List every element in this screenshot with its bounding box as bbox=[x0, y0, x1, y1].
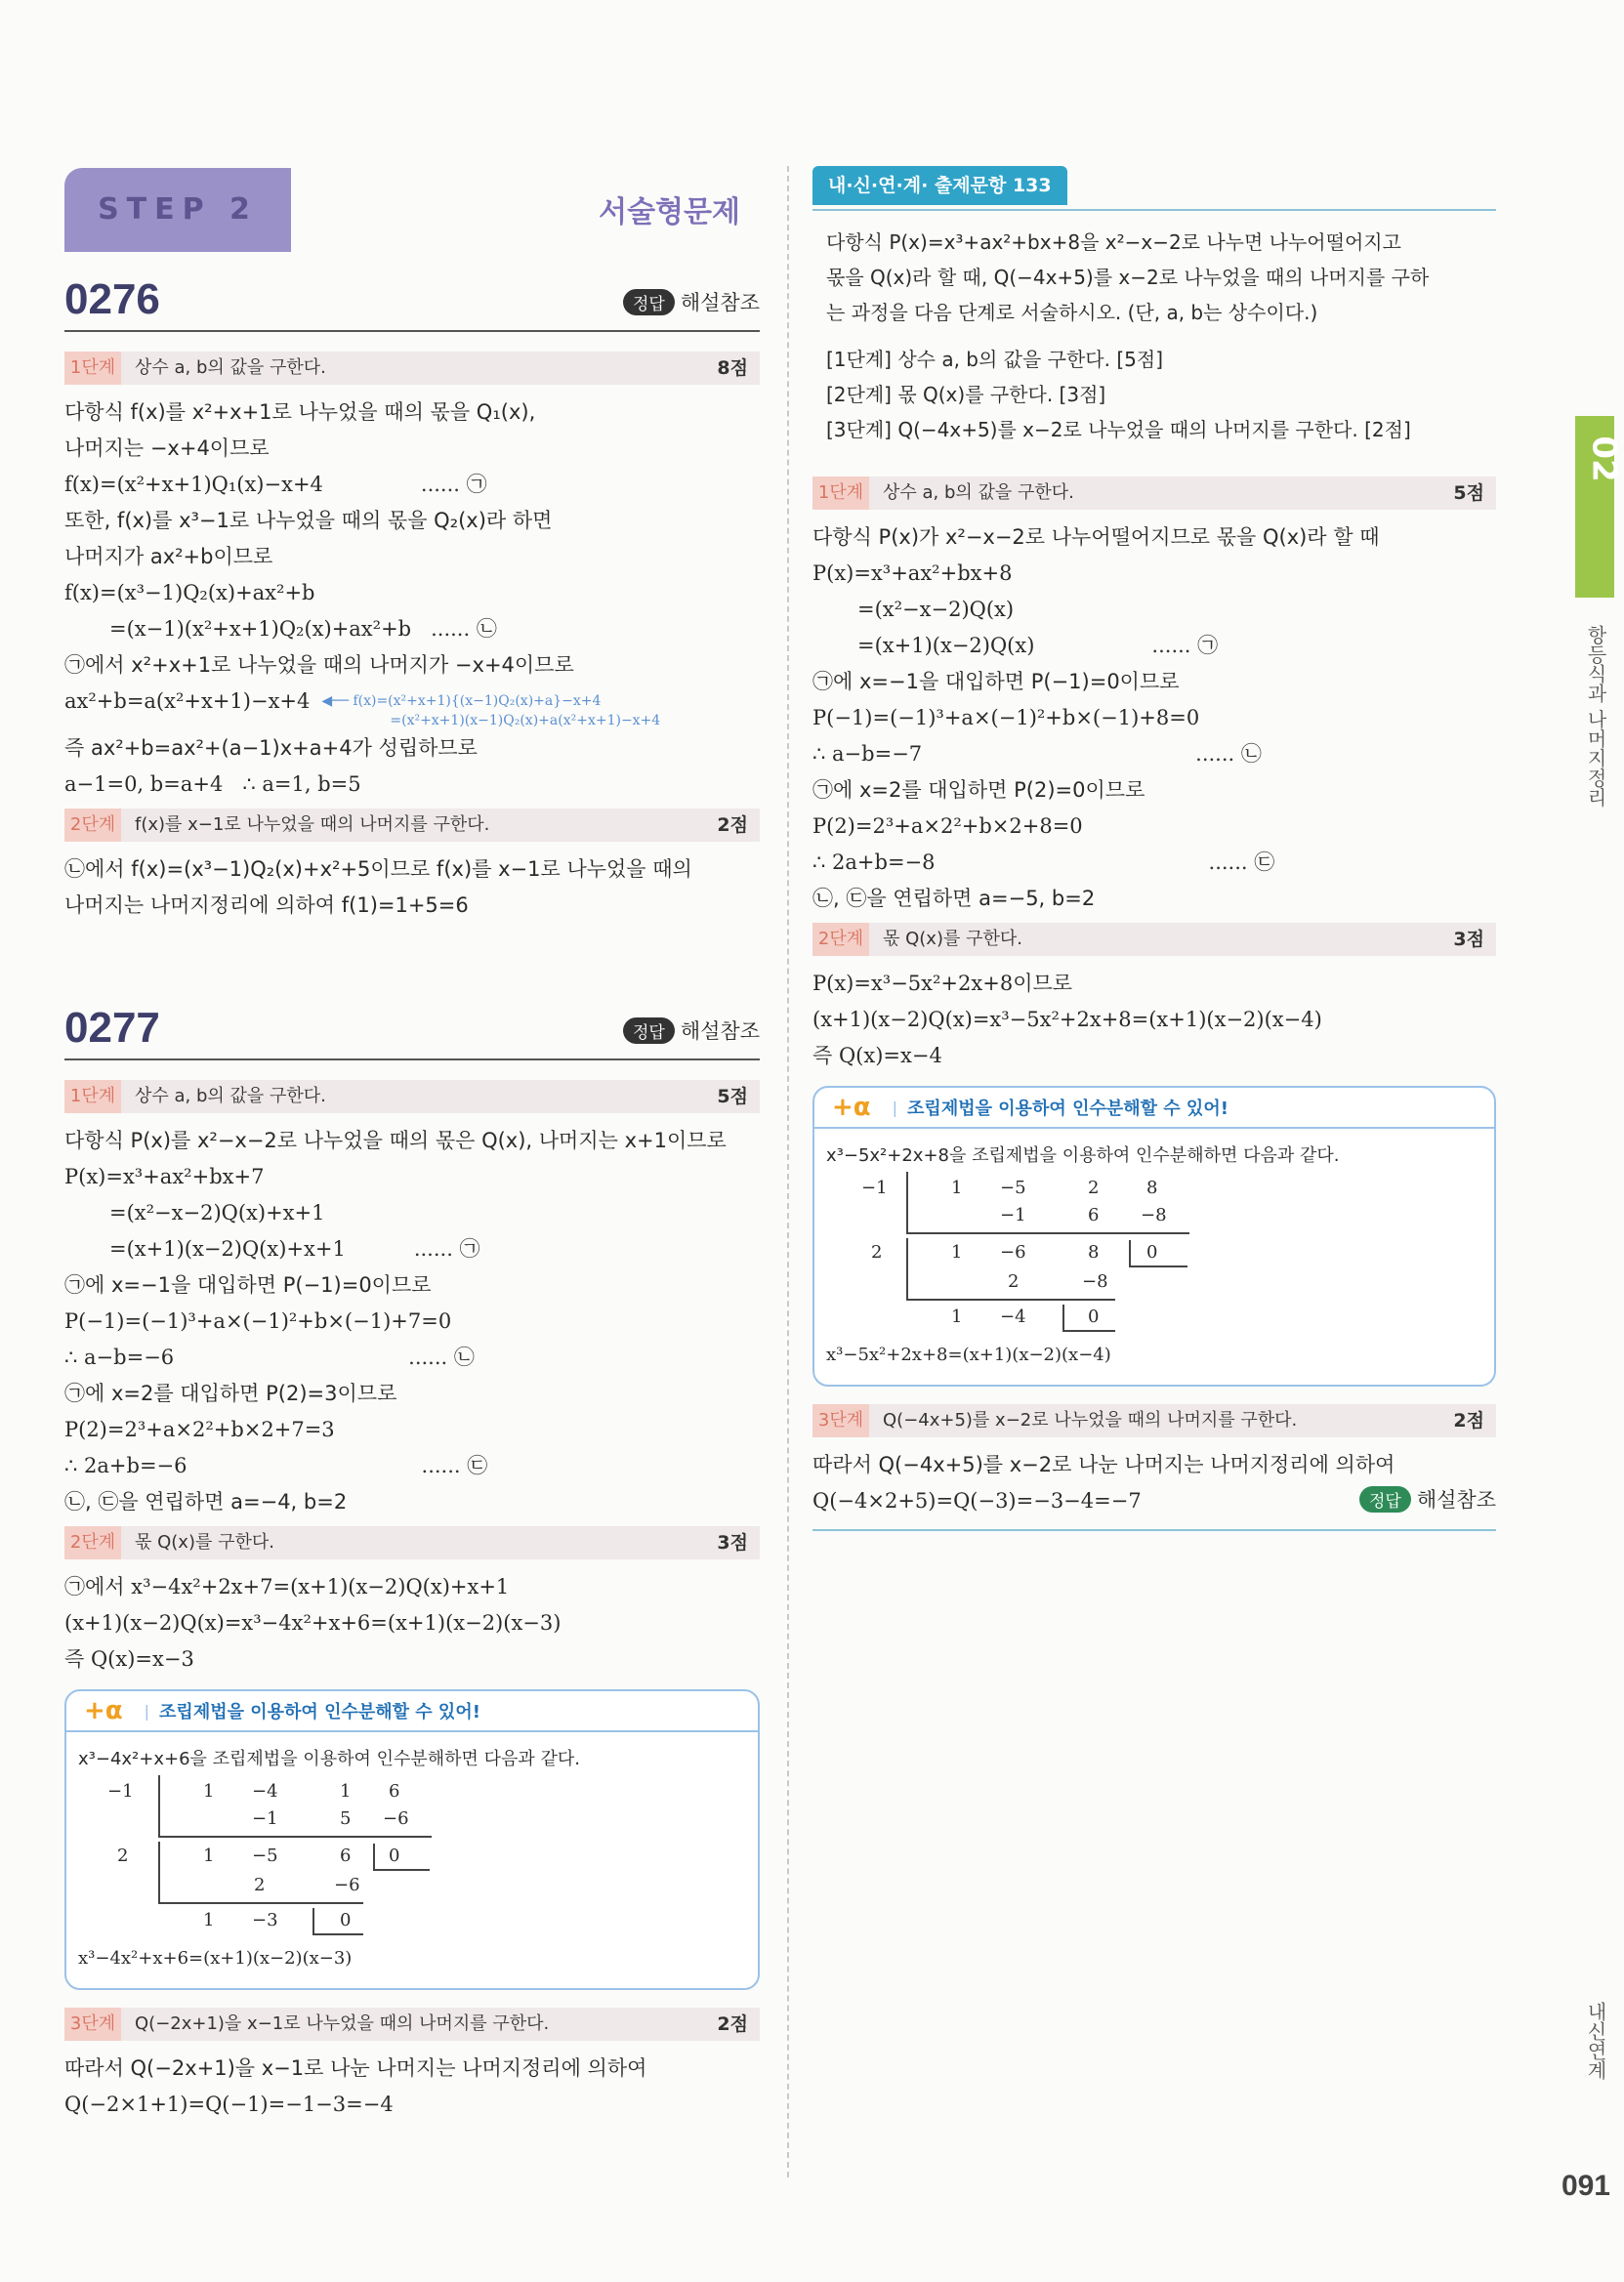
equation-line: ㉠에서 x³−4x²+2x+7=(x+1)(x−2)Q(x)+x+1 bbox=[64, 1575, 510, 1598]
note-line: =(x²+x+1)(x−1)Q₂(x)+a(x²+x+1)−x+4 bbox=[390, 713, 661, 728]
answer-ref bbox=[623, 1016, 760, 1045]
solution-133-step2 bbox=[812, 966, 1496, 1074]
answer-text: 해설참조 bbox=[680, 1019, 760, 1043]
step-points: 2점 bbox=[717, 2013, 748, 2035]
equation-mark: ...... ㉡ bbox=[408, 1346, 475, 1369]
step-points: 5점 bbox=[717, 1086, 748, 1107]
solution-0277-step3 bbox=[64, 2051, 760, 2123]
text-line: ㉠에 x=2를 대입하면 P(2)=3이므로 bbox=[64, 1382, 397, 1405]
step-title: 상수 a, b의 값을 구한다. bbox=[135, 357, 326, 378]
step-title: 상수 a, b의 값을 구한다. bbox=[135, 1086, 326, 1106]
synth-line bbox=[906, 1238, 908, 1301]
synth-cell: 1 bbox=[951, 1178, 963, 1198]
synth-cell: 2 bbox=[1008, 1271, 1020, 1292]
tip-header bbox=[814, 1088, 1494, 1129]
text-line: ㉠에 x=−1을 대입하면 P(−1)=0이므로 bbox=[812, 670, 1180, 693]
chapter-tab bbox=[1575, 416, 1624, 598]
synth-cell: −5 bbox=[252, 1846, 278, 1866]
synth-line bbox=[312, 1908, 314, 1935]
synth-line bbox=[158, 1775, 160, 1838]
equation-mark: ...... ㉢ bbox=[421, 1454, 488, 1477]
synth-line bbox=[158, 1902, 363, 1904]
step-title: f(x)를 x−1로 나누었을 때의 나머지를 구한다. bbox=[135, 814, 490, 835]
problem-header-0276 bbox=[64, 254, 760, 332]
equation-line: P(−1)=(−1)³+a×(−1)²+b×(−1)+8=0 bbox=[812, 706, 1200, 729]
text-line: ㉠에 x=2를 대입하면 P(2)=0이므로 bbox=[812, 778, 1145, 802]
step-title: 몫 Q(x)를 구한다. bbox=[883, 929, 1022, 949]
synth-cell: 0 bbox=[1088, 1307, 1100, 1327]
step-label: 3단계 bbox=[64, 2008, 121, 2041]
equation-mark: ...... ㉠ bbox=[420, 473, 487, 496]
step-points: 3점 bbox=[1453, 929, 1484, 950]
answer-pill: 정답 bbox=[1359, 1486, 1411, 1513]
step-points: 2점 bbox=[1453, 1410, 1484, 1431]
tip-intro: x³−5x²+2x+8을 조립제법을 이용하여 인수분해하면 다음과 같다. bbox=[826, 1145, 1340, 1166]
question-line: 몫을 Q(x)라 할 때, Q(−4x+5)를 x−2로 나누었을 때의 나머지를 구하 bbox=[826, 266, 1430, 289]
synth-line bbox=[373, 1844, 375, 1871]
text-line: 나머지는 나머지정리에 의하여 f(1)=1+5=6 bbox=[64, 893, 469, 917]
text-line: ㉡, ㉢을 연립하면 a=−4, b=2 bbox=[64, 1490, 348, 1514]
solution-133-step1 bbox=[812, 519, 1496, 917]
side-note bbox=[321, 691, 660, 730]
step-label: 2단계 bbox=[64, 809, 121, 842]
synth-cell: 1 bbox=[951, 1242, 963, 1263]
tip-title: 조립제법을 이용하여 인수분해할 수 있어! bbox=[907, 1099, 1228, 1119]
equation-line: ∴ a−b=−7 ...... ㉡ bbox=[812, 736, 1496, 772]
equation-mark: ...... ㉡ bbox=[431, 617, 497, 641]
text-line: ㉠에서 x²+x+1로 나누었을 때의 나머지가 −x+4이므로 bbox=[64, 653, 574, 677]
section-title: 서술형문제 bbox=[599, 195, 740, 229]
synth-cell: 1 bbox=[203, 1910, 215, 1930]
question-line: 다항식 P(x)=x³+ax²+bx+8을 x²−x−2로 나누면 나누어떨어지고 bbox=[826, 230, 1401, 254]
equation-line: =(x²−x−2)Q(x) bbox=[857, 598, 1015, 621]
synth-cell: 8 bbox=[1146, 1178, 1158, 1198]
step-label: 3단계 bbox=[812, 1404, 869, 1437]
tip-box bbox=[64, 1689, 760, 1990]
text-line: ㉡에서 f(x)=(x³−1)Q₂(x)+x²+5이므로 f(x)를 x−1로 나누었을 때의 bbox=[64, 857, 692, 881]
equation-line: P(2)=2³+a×2²+b×2+7=3 bbox=[64, 1418, 335, 1441]
step-bar bbox=[64, 1526, 760, 1559]
equation-line: ax²+b=a(x²+x+1)−x+4 bbox=[64, 689, 311, 713]
problem-number: 0277 bbox=[64, 1004, 160, 1052]
text-line: 즉 ax²+b=ax²+(a−1)x+a+4가 성립하므로 bbox=[64, 736, 478, 760]
equation-mark: ...... ㉢ bbox=[1208, 851, 1275, 874]
step2-tab: STEP 2 bbox=[64, 168, 291, 252]
step-requirement: [3단계] Q(−4x+5)를 x−2로 나누었을 때의 나머지를 구한다. [2점] bbox=[826, 418, 1411, 441]
divider: | bbox=[144, 1701, 150, 1721]
synth-cell: 0 bbox=[340, 1910, 352, 1930]
equation-mark: ...... ㉠ bbox=[1151, 634, 1219, 657]
equation-line: =(x²−x−2)Q(x)+x+1 bbox=[109, 1201, 325, 1224]
synth-cell: −1 bbox=[1000, 1205, 1026, 1225]
equation-with-note bbox=[64, 684, 760, 730]
equation-line: ∴ 2a+b=−6 ...... ㉢ bbox=[64, 1448, 760, 1484]
synth-cell: 1 bbox=[340, 1781, 352, 1802]
synth-line bbox=[1062, 1330, 1115, 1332]
synth-cell: −1 bbox=[107, 1781, 134, 1802]
equation-line: ∴ a−b=−6 ...... ㉡ bbox=[64, 1340, 760, 1376]
synth-cell: −5 bbox=[1000, 1178, 1026, 1198]
equation-line: P(x)=x³+ax²+bx+7 bbox=[64, 1165, 265, 1188]
tip-result: x³−5x²+2x+8=(x+1)(x−2)(x−4) bbox=[826, 1345, 1111, 1365]
synthetic-division bbox=[826, 1172, 1482, 1340]
step-label: 2단계 bbox=[812, 923, 869, 956]
problem-number: 0276 bbox=[64, 275, 160, 323]
synth-cell: −1 bbox=[252, 1808, 278, 1829]
synth-line bbox=[906, 1299, 1115, 1301]
synth-line bbox=[158, 1836, 432, 1838]
step-points: 5점 bbox=[1453, 482, 1484, 504]
right-column bbox=[812, 166, 1496, 1531]
synth-cell: −1 bbox=[861, 1178, 888, 1198]
equation-line: 즉 Q(x)=x−3 bbox=[64, 1647, 194, 1671]
step-label: 1단계 bbox=[812, 477, 869, 510]
text-line: ㉠에 x=−1을 대입하면 P(−1)=0이므로 bbox=[64, 1273, 432, 1297]
synth-line bbox=[373, 1869, 430, 1871]
equation-line: =(x+1)(x−2)Q(x)+x+1 ...... ㉠ bbox=[64, 1231, 760, 1267]
synth-cell: 1 bbox=[951, 1307, 963, 1327]
text-line: 따라서 Q(−4x+5)를 x−2로 나눈 나머지는 나머지정리에 의하여 bbox=[812, 1453, 1395, 1476]
equation-line: 즉 Q(x)=x−4 bbox=[812, 1044, 942, 1067]
tip-title: 조립제법을 이용하여 인수분해할 수 있어! bbox=[159, 1702, 480, 1722]
text-line: ㉡, ㉢을 연립하면 a=−5, b=2 bbox=[812, 887, 1096, 910]
step-title: Q(−4x+5)를 x−2로 나누었을 때의 나머지를 구한다. bbox=[883, 1410, 1298, 1431]
synth-line bbox=[906, 1232, 1189, 1234]
page-number: 091 bbox=[1561, 2170, 1610, 2202]
text-line: 또한, f(x)를 x³−1로 나누었을 때의 몫을 Q₂(x)라 하면 bbox=[64, 509, 553, 532]
solution-0277-step1 bbox=[64, 1123, 760, 1520]
solution-0276-step2 bbox=[64, 851, 760, 924]
synth-cell: 8 bbox=[1088, 1242, 1100, 1263]
equation-line: a−1=0, b=a+4 ∴ a=1, b=5 bbox=[64, 772, 361, 796]
equation-line: ∴ 2a+b=−8 ...... ㉢ bbox=[812, 845, 1496, 881]
step-label: 1단계 bbox=[64, 352, 121, 385]
plus-alpha-icon: +α bbox=[84, 1696, 123, 1725]
step-bar bbox=[812, 923, 1496, 956]
text-line: 다항식 P(x)를 x²−x−2로 나누었을 때의 몫은 Q(x), 나머지는 x+1이므로 bbox=[64, 1129, 727, 1152]
section-end-line bbox=[812, 1529, 1496, 1531]
column-divider bbox=[787, 166, 789, 2178]
equation-line: (x+1)(x−2)Q(x)=x³−4x²+x+6=(x+1)(x−2)(x−3) bbox=[64, 1611, 562, 1635]
step-title: 상수 a, b의 값을 구한다. bbox=[883, 482, 1074, 503]
equation-mark: ...... ㉠ bbox=[413, 1237, 480, 1261]
tip-box bbox=[812, 1086, 1496, 1387]
equation-line: =(x+1)(x−2)Q(x) ...... ㉠ bbox=[812, 628, 1496, 664]
equation-line: P(x)=x³+ax²+bx+8 bbox=[812, 561, 1013, 585]
answer-pill: 정답 bbox=[623, 1017, 675, 1044]
synth-cell: −6 bbox=[334, 1875, 360, 1895]
synth-line bbox=[1062, 1305, 1064, 1332]
synthetic-division bbox=[78, 1775, 746, 1943]
synth-cell: 2 bbox=[871, 1242, 883, 1263]
problem-header-0277 bbox=[64, 982, 760, 1060]
equation-line: P(2)=2³+a×2²+b×2+8=0 bbox=[812, 814, 1083, 838]
tip-header bbox=[66, 1691, 758, 1732]
equation-mark: ...... ㉡ bbox=[1195, 742, 1262, 766]
synth-line bbox=[906, 1172, 908, 1234]
synth-cell: 6 bbox=[1088, 1205, 1100, 1225]
answer-text: 해설참조 bbox=[1416, 1488, 1496, 1512]
text-line: 나머지는 −x+4이므로 bbox=[64, 436, 270, 460]
step-title: 몫 Q(x)를 구한다. bbox=[135, 1532, 274, 1553]
equation-line: P(−1)=(−1)³+a×(−1)²+b×(−1)+7=0 bbox=[64, 1309, 452, 1333]
chapter-number: 02 bbox=[1584, 436, 1624, 482]
equation-line: Q(−4×2+5)=Q(−3)=−3−4=−7 bbox=[812, 1489, 1142, 1513]
step-requirement: [2단계] 몫 Q(x)를 구한다. [3점] bbox=[826, 383, 1106, 406]
note-line: ◀── f(x)=(x²+x+1){(x−1)Q₂(x)+a}−x+4 bbox=[321, 693, 602, 709]
step-bar bbox=[64, 809, 760, 842]
synth-cell: 6 bbox=[389, 1781, 400, 1802]
step-bar bbox=[64, 352, 760, 385]
linked-problem-header bbox=[812, 166, 1496, 211]
step-bar bbox=[64, 1080, 760, 1113]
step-points: 3점 bbox=[717, 1532, 748, 1554]
equation-line: P(x)=x³−5x²+2x+8이므로 bbox=[812, 972, 1073, 995]
solution-0277-step2 bbox=[64, 1569, 760, 1678]
synth-cell: −8 bbox=[1082, 1271, 1108, 1292]
synth-cell: 2 bbox=[1088, 1178, 1100, 1198]
step-bar bbox=[812, 1404, 1496, 1437]
step-requirement: [1단계] 상수 a, b의 값을 구한다. [5점] bbox=[826, 348, 1163, 371]
synth-cell: −4 bbox=[252, 1781, 278, 1802]
synth-cell: −6 bbox=[1000, 1242, 1026, 1263]
step-bar bbox=[64, 2008, 760, 2041]
synth-line bbox=[158, 1842, 160, 1904]
synth-cell: 0 bbox=[1146, 1242, 1158, 1263]
step2-header bbox=[64, 166, 760, 254]
equation-line: f(x)=(x²+x+1)Q₁(x)−x+4 ...... ㉠ bbox=[64, 467, 760, 503]
plus-alpha-icon: +α bbox=[832, 1093, 871, 1122]
step-points: 8점 bbox=[717, 357, 748, 379]
equation-line: Q(−2×1+1)=Q(−1)=−1−3=−4 bbox=[64, 2093, 394, 2116]
answer-ref bbox=[1359, 1484, 1496, 1514]
synth-cell: 2 bbox=[117, 1846, 129, 1866]
answer-ref bbox=[623, 287, 760, 316]
step-title: Q(−2x+1)을 x−1로 나누었을 때의 나머지를 구한다. bbox=[135, 2013, 550, 2034]
synth-cell: 0 bbox=[389, 1846, 400, 1866]
text-line: 나머지가 ax²+b이므로 bbox=[64, 545, 273, 568]
step-points: 2점 bbox=[717, 814, 748, 836]
tip-result: x³−4x²+x+6=(x+1)(x−2)(x−3) bbox=[78, 1948, 353, 1969]
synth-cell: 1 bbox=[203, 1846, 215, 1866]
text-line: 다항식 P(x)가 x²−x−2로 나누어떨어지므로 몫을 Q(x)라 할 때 bbox=[812, 525, 1380, 549]
text-line: 다항식 f(x)를 x²+x+1로 나누었을 때의 몫을 Q₁(x), bbox=[64, 400, 536, 424]
solution-133-step3 bbox=[812, 1447, 1496, 1519]
answer-pill: 정답 bbox=[623, 289, 675, 315]
synth-line bbox=[312, 1933, 363, 1935]
synth-cell: 2 bbox=[254, 1875, 266, 1895]
equation-line: f(x)=(x³−1)Q₂(x)+ax²+b bbox=[64, 581, 315, 604]
question-line: 는 과정을 다음 단계로 서술하시오. (단, a, b는 상수이다.) bbox=[826, 301, 1318, 324]
divider: | bbox=[892, 1098, 898, 1117]
step-label: 1단계 bbox=[64, 1080, 121, 1113]
chapter-title: 항등식과 나머지정리 bbox=[1584, 625, 1607, 808]
side-label: 내신연계 bbox=[1584, 2002, 1607, 2080]
text-line: 따라서 Q(−2x+1)을 x−1로 나눈 나머지는 나머지정리에 의하여 bbox=[64, 2056, 647, 2080]
synth-line bbox=[1129, 1265, 1187, 1267]
synth-cell: 6 bbox=[340, 1846, 352, 1866]
synth-cell: −6 bbox=[383, 1808, 409, 1829]
step-bar bbox=[812, 477, 1496, 510]
step-label: 2단계 bbox=[64, 1526, 121, 1559]
synth-cell: 5 bbox=[340, 1808, 352, 1829]
synth-cell: 1 bbox=[203, 1781, 215, 1802]
synth-cell: −3 bbox=[252, 1910, 278, 1930]
synth-line bbox=[1129, 1240, 1131, 1267]
problem-question bbox=[812, 225, 1496, 447]
solution-0276-step1 bbox=[64, 394, 760, 803]
linked-problem-tag: 내·신·연·계· 출제문항 133 bbox=[812, 166, 1067, 205]
synth-cell: −4 bbox=[1000, 1307, 1026, 1327]
equation-line: (x+1)(x−2)Q(x)=x³−5x²+2x+8=(x+1)(x−2)(x−4) bbox=[812, 1008, 1322, 1031]
final-line bbox=[812, 1483, 1496, 1519]
equation-line: =(x−1)(x²+x+1)Q₂(x)+ax²+b ...... ㉡ bbox=[64, 611, 760, 647]
answer-text: 해설참조 bbox=[680, 291, 760, 314]
left-column bbox=[64, 166, 760, 2123]
tip-intro: x³−4x²+x+6을 조립제법을 이용하여 인수분해하면 다음과 같다. bbox=[78, 1749, 581, 1769]
synth-cell: −8 bbox=[1141, 1205, 1167, 1225]
